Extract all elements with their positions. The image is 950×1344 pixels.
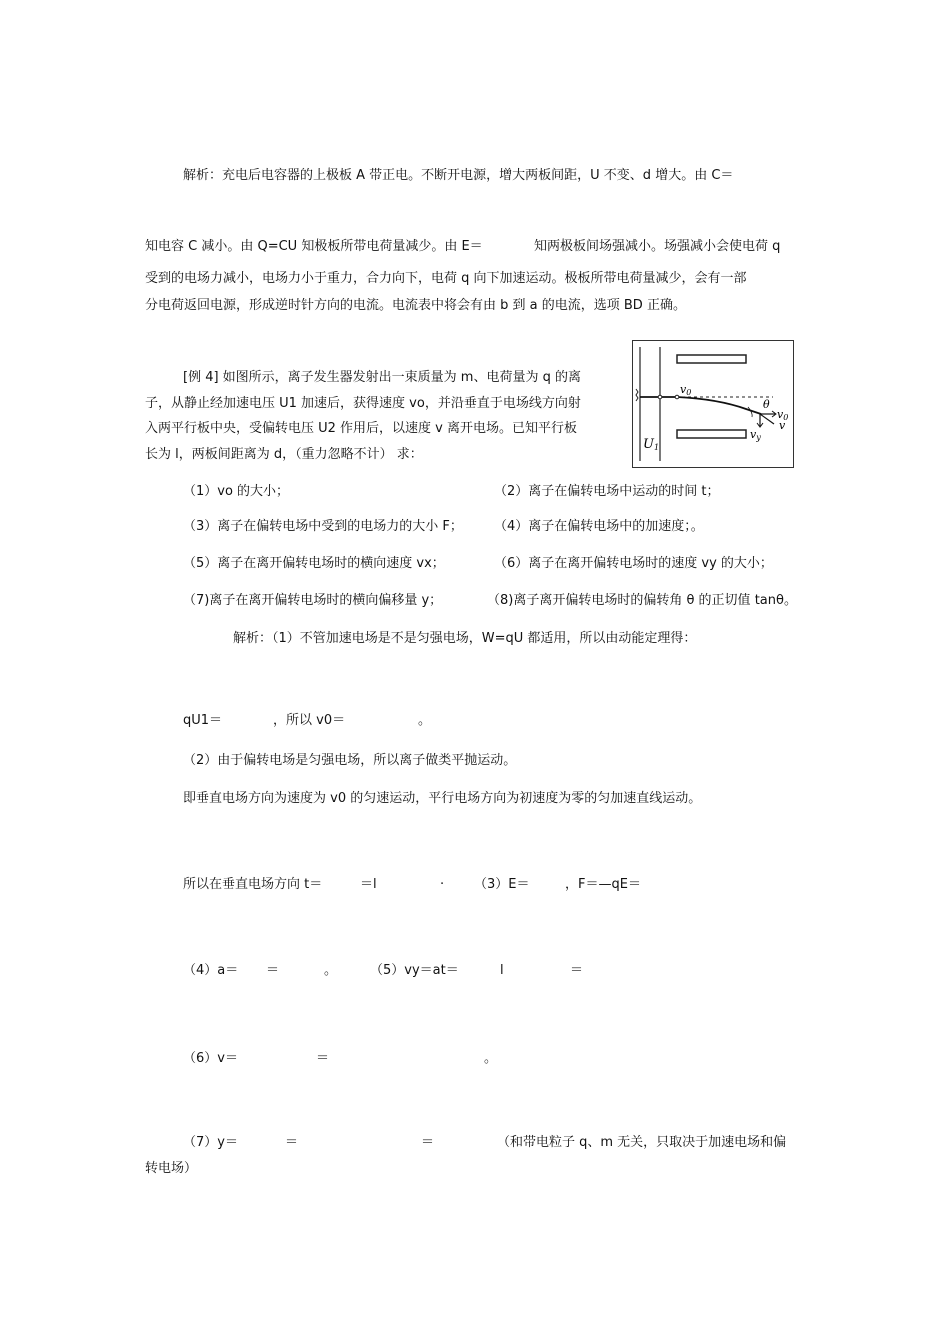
- ion-trajectory: [640, 397, 761, 414]
- example-line-4: 长为 l，两板间距离为 d，（重力忽略不计） 求：: [145, 447, 423, 462]
- solution-5a: （5）vy＝at＝: [370, 963, 459, 978]
- theta-arc: [748, 407, 752, 417]
- solution-7b: ＝: [285, 1135, 299, 1150]
- solution-7a: （7）y＝: [183, 1135, 238, 1150]
- v-label: v: [779, 419, 786, 432]
- ion-source-icon: [636, 389, 638, 401]
- solution-3e: ，F＝—qE＝: [565, 877, 641, 892]
- solution-6a: （6）v＝: [183, 1051, 238, 1066]
- solution-4c: 。: [324, 963, 338, 978]
- question-7: （7)离子在离开偏转电场时的横向偏移量 y；: [183, 593, 443, 608]
- solution-1c: 。: [418, 713, 432, 728]
- solution-3c: ·: [440, 877, 445, 892]
- analysis-line-3: 分电荷返回电源，形成逆时针方向的电流。电流表中将会有由 b 到 a 的电流，选项 BD 正确。: [145, 298, 686, 313]
- solution-5b: l: [500, 963, 504, 978]
- question-4: （4）离子在偏转电场中的加速度；。: [494, 519, 704, 534]
- solution-4a: （4）a＝: [183, 963, 239, 978]
- solution-1b: ，所以 v0＝: [273, 713, 346, 728]
- analysis-line-1a: 知电容 C 减小。由 Q=CU 知极板所带电荷量减少。由 E＝: [145, 239, 483, 254]
- aperture-dot: [658, 395, 662, 399]
- analysis-line-2: 受到的电场力减小，电场力小于重力，合力向下，电荷 q 向下加速运动。极板所带电荷量减少，会有一部: [145, 271, 747, 286]
- solution-1a: qU1＝: [183, 713, 223, 728]
- solution-4b: ＝: [266, 963, 280, 978]
- question-2: （2）离子在偏转电场中运动的时间 t；: [494, 484, 720, 499]
- v-arrow: [760, 414, 774, 424]
- solution-2b: 即垂直电场方向为速度为 v0 的匀速运动，平行电场方向为初速度为零的匀加速直线运动。: [183, 791, 702, 806]
- v0-exit-label: v0: [777, 408, 789, 422]
- question-3: （3）离子在偏转电场中受到的电场力的大小 F；: [183, 519, 463, 534]
- entry-dot: [675, 395, 679, 399]
- solution-3b: ＝l: [360, 877, 377, 892]
- example-line-2: 子，从静止经加速电压 U1 加速后，获得速度 vo，并沿垂直于电场线方向射: [145, 396, 581, 411]
- analysis-line-1b: 知两极板间场强减小。场强减小会使电荷 q: [534, 239, 781, 254]
- deflection-diagram: [632, 340, 794, 468]
- question-8: （8)离子离开偏转电场时的偏转角 θ 的正切值 tanθ。: [487, 593, 797, 608]
- question-6: （6）离子在离开偏转电场时的速度 vy 的大小；: [494, 556, 773, 571]
- solution-7d: （和带电粒子 q、m 无关，只取决于加速电场和偏: [497, 1135, 787, 1150]
- solution-6b: ＝: [316, 1051, 330, 1066]
- solution-3d: （3）E＝: [474, 877, 530, 892]
- lower-plate: [677, 430, 746, 438]
- question-5: （5）离子在离开偏转电场时的横向速度 vx；: [183, 556, 445, 571]
- solution-intro: 解析：（1）不管加速电场是不是匀强电场，W=qU 都适用，所以由动能定理得：: [233, 631, 697, 646]
- theta-label: θ: [763, 398, 770, 411]
- analysis-intro: 解析：充电后电容器的上极板 A 带正电。不断开电源，增大两板间距，U 不变、d 增大。由 C＝: [183, 168, 734, 183]
- solution-7c: ＝: [421, 1135, 435, 1150]
- example-line-1: [例 4] 如图所示，离子发生器发射出一束质量为 m、电荷量为 q 的离: [183, 370, 581, 385]
- example-line-3: 入两平行板中央，受偏转电压 U2 作用后，以速度 v 离开电场。已知平行板: [145, 421, 578, 436]
- solution-2: （2）由于偏转电场是匀强电场，所以离子做类平抛运动。: [183, 753, 517, 768]
- v0-entry-label: v0: [680, 383, 692, 397]
- solution-5c: ＝: [570, 963, 584, 978]
- upper-plate: [677, 355, 746, 363]
- u1-label: U1: [643, 437, 660, 452]
- vy-label: vy: [750, 428, 761, 442]
- question-1: （1）vo 的大小；: [183, 484, 290, 499]
- solution-7e: 转电场）: [145, 1161, 198, 1176]
- solution-6c: 。: [484, 1051, 498, 1066]
- solution-3a: 所以在垂直电场方向 t＝: [183, 877, 323, 892]
